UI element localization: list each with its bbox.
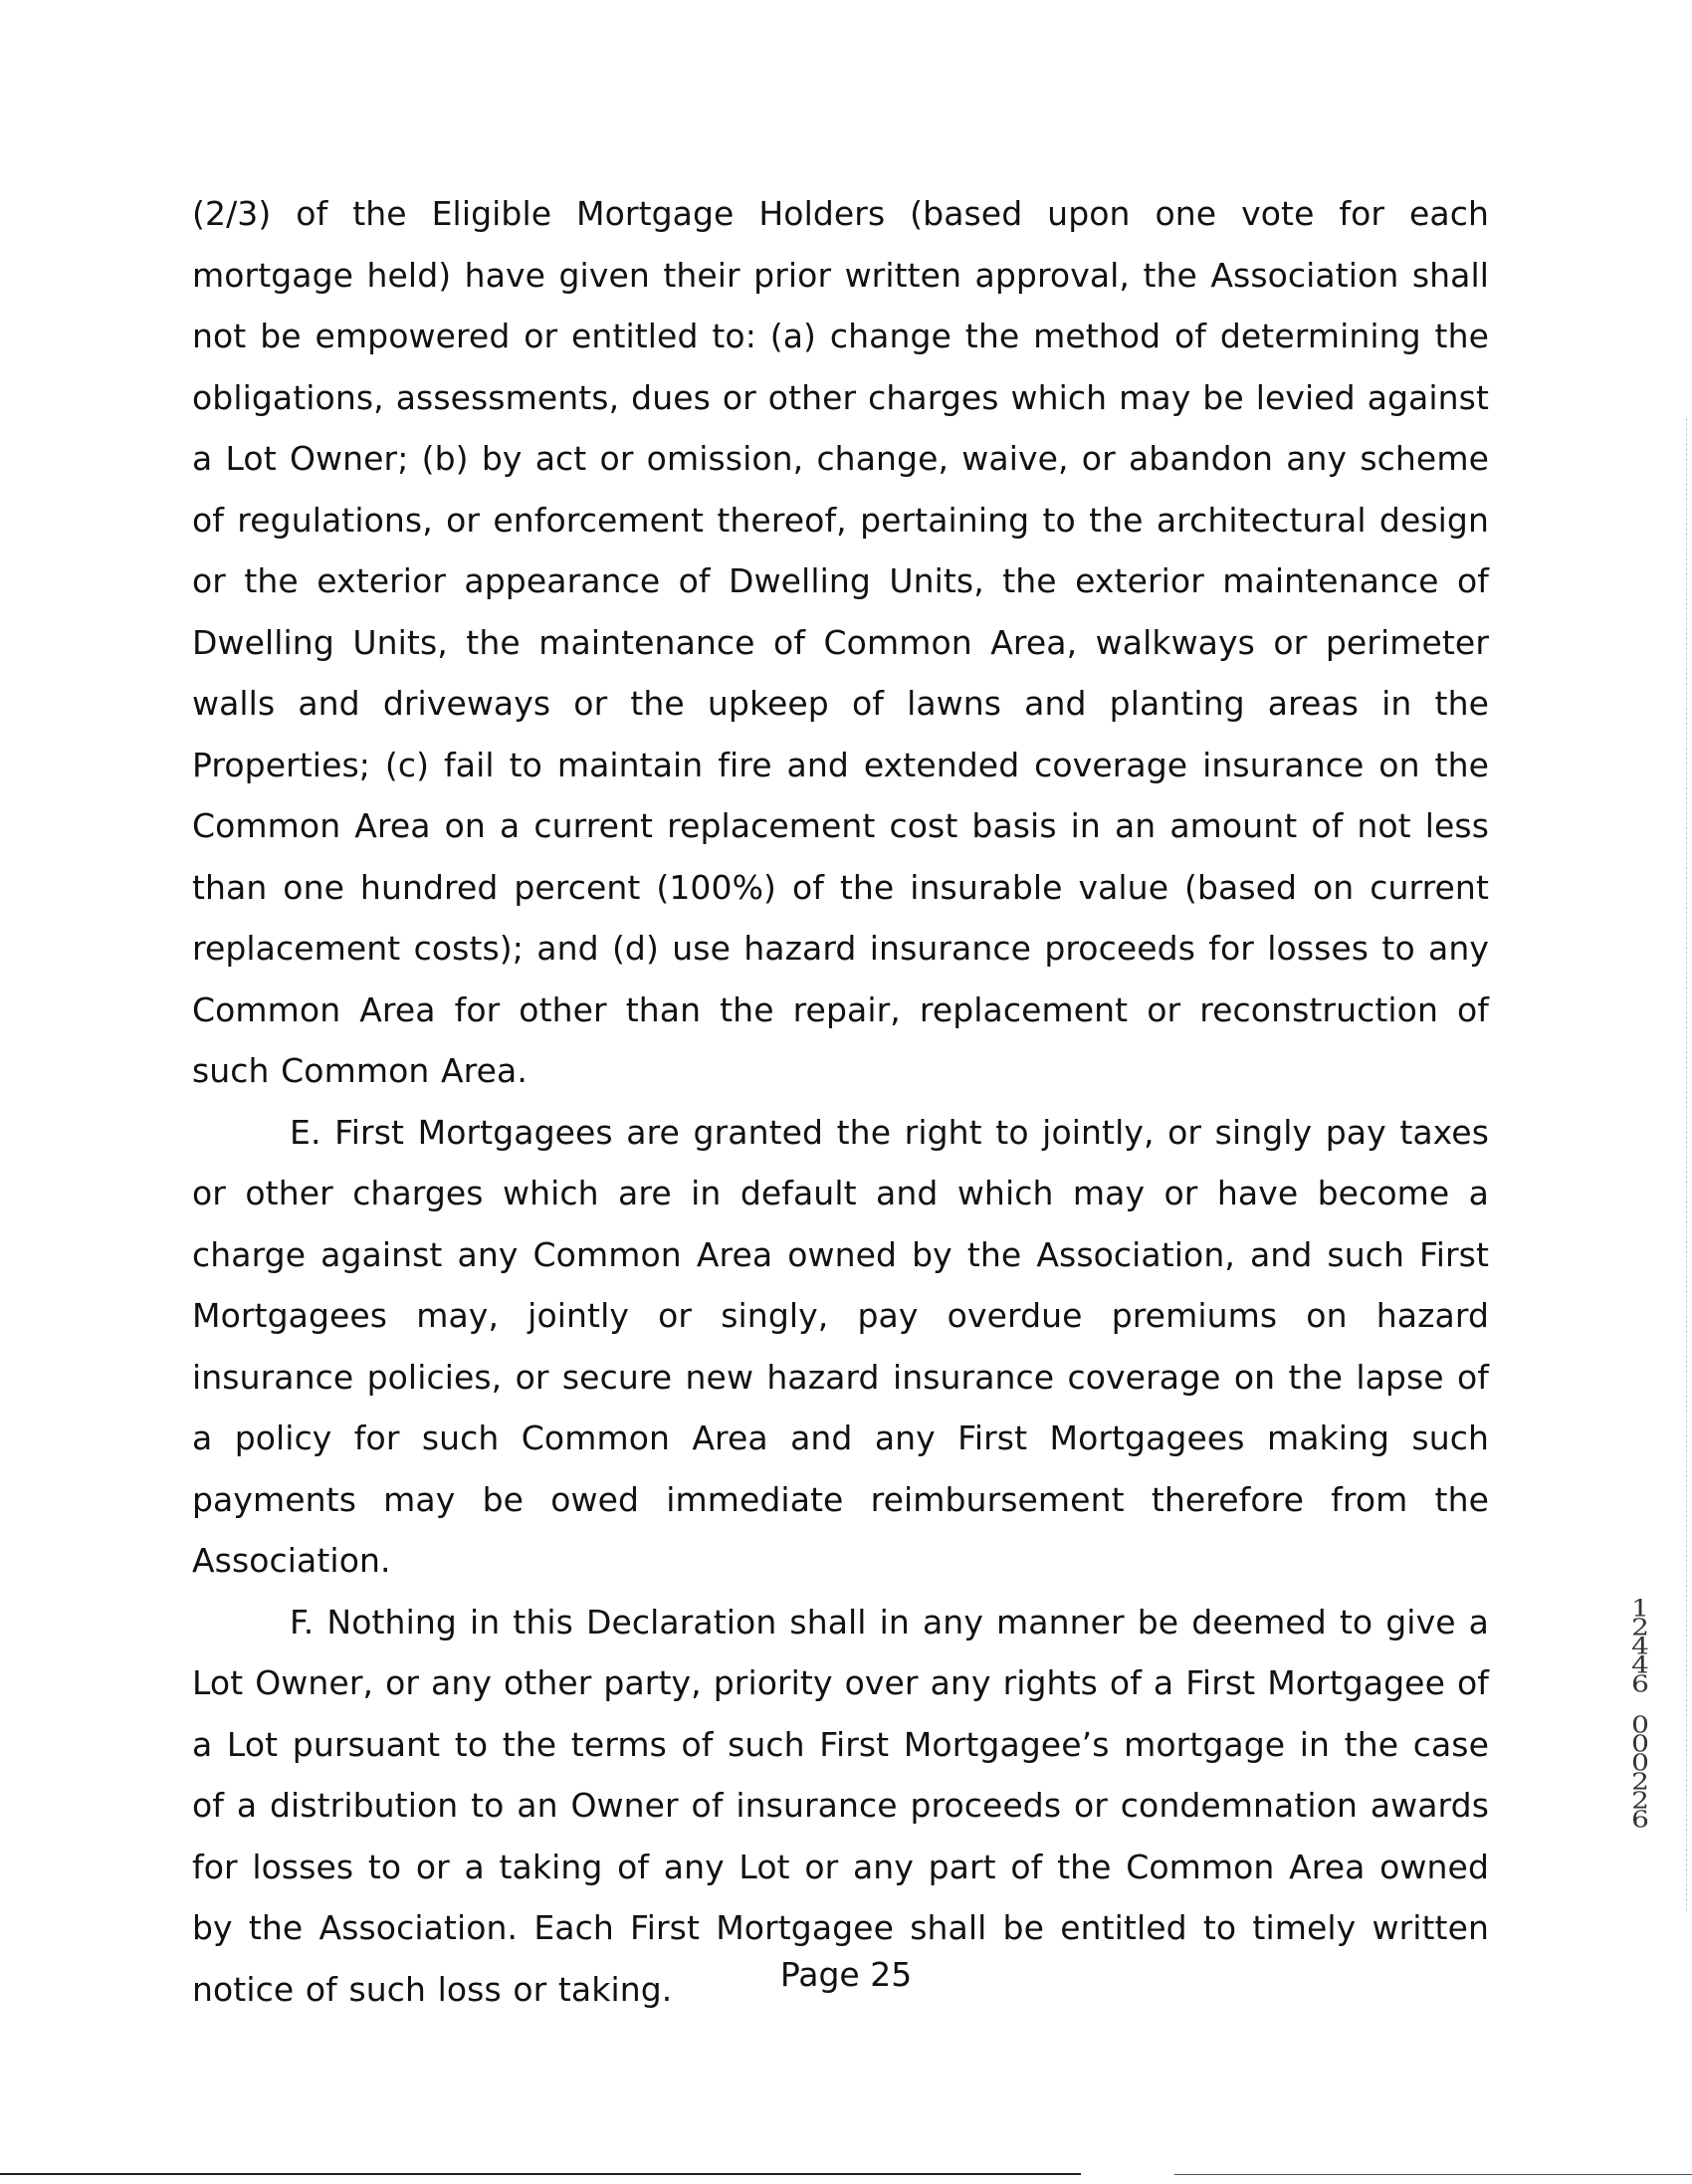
stamp-digit: 0 [1631,1748,1649,1777]
paragraph-continuation: (2/3) of the Eligible Mortgage Holders (based upon one vote for each mortgage held) have given their prior written approval, the Association shall not be empowered or entitled to: (a) change the method of determining the obligations, assessments, dues or other charges which may be levied against a Lot Owner; (b) by act or omission, change, waive, or abandon any scheme of regulations, or enforcement thereof, pertaining to the architectural design or the exterior appearance of Dwelling Units, the exterior maintenance of Dwelling Units, the maintenance of Common Area, walkways or perimeter walls and driveways or the upkeep of lawns and planting areas in the Properties; (c) fail to maintain fire and extended coverage insurance on the Common Area on a current replacement cost basis in an amount of not less than one hundred percent (100%) of the insurable value (based on current replacement costs); and (d) use hazard insurance proceeds for losses to any Common Area for other than the repair, replacement or reconstruction of such Common Area. [192,194,1489,1090]
paragraph-e: E. First Mortgagees are granted the right to jointly, or singly pay taxes or other charges which are in default and which may or have become a charge against any Common Area owned by the Association, and such First Mortgagees may, jointly or singly, pay overdue premiums on hazard insurance policies, or secure new hazard insurance coverage on the lapse of a policy for such Common Area and any First Mortgagees making such payments may be owed immediate reimbursement therefore from the Association. [192,1112,1489,1580]
stamp-digit: 2 [1631,1613,1649,1641]
bottom-scan-line-right [1174,2174,1692,2175]
stamp-digit: 2 [1631,1767,1649,1796]
stamp-digit: 0 [1631,1729,1649,1758]
stamp-digit: 4 [1631,1650,1649,1679]
stamp-digit: 4 [1631,1632,1649,1660]
stamp-digit: 1 [1631,1594,1649,1623]
stamp-digit: 2 [1631,1786,1649,1815]
scan-edge-line [1686,418,1688,1911]
paragraph-f: F. Nothing in this Declaration shall in any manner be deemed to give a Lot Owner, or any other party, priority over any rights of a First Mortgagee of a Lot pursuant to the terms of such First Mortgagee’s mortgage in the case of a distribution to an Owner of insurance proceeds or condemnation awards for losses to or a taking of any Lot or any part of the Common Area owned by the Association. Each First Mortgagee shall be entitled to timely written notice of such loss or taking. [192,1602,1489,2009]
page-number: Page 25 [779,1955,913,1994]
stamp-digit: 6 [1631,1805,1649,1834]
bottom-scan-line [0,2173,1081,2175]
recording-stamp [1622,1594,1658,1877]
stamp-digit: 6 [1631,1669,1649,1698]
stamp-digit: 0 [1631,1710,1649,1739]
document-body [192,183,1489,2020]
